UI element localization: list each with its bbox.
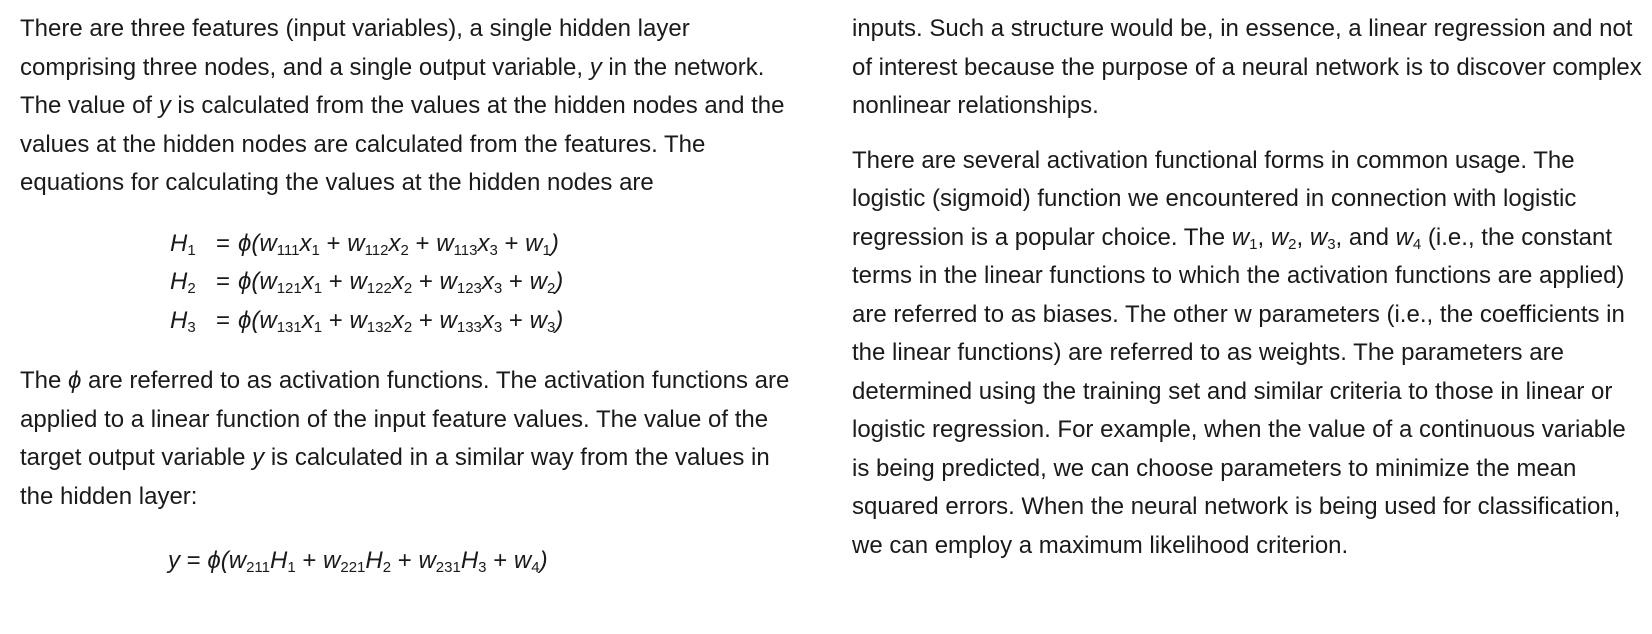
equals-sign: = — [215, 229, 230, 257]
equals-sign: = — [215, 306, 230, 334]
left-column — [20, 10, 800, 581]
left-paragraph-2: The ϕ are referred to as activation functions. The activation functions are applied to a linear function of the input feature values. The value of the target output variable y is calculated in a similar way from the values in the hidden layer: — [20, 367, 790, 510]
equation-row — [170, 302, 800, 341]
equation-row — [170, 225, 800, 264]
equation-rhs: $\phi(w_{121}x_1 + w_{122}x_2 + w_{123}x_3 + w_2)$ — [238, 268, 564, 297]
equation-lhs: $H_2$ — [170, 268, 196, 297]
equals-sign: = — [215, 268, 230, 295]
equation-lhs: $H_3$ — [170, 306, 196, 336]
right-paragraph-2: There are several activation functional forms in common usage. The logistic (sigmoid) function we encountered in connection with logistic regression is a popular choice. The $w_1$, $w_2$, $w_3$, and $w_4$ (i.e., the constant terms in the linear functions to which the activation functions are applied) are referred to as biases. The other w parameters (i.e., the coefficients in the linear functions) are referred to as weights. The parameters are determined using the training set and similar criteria to those in linear or logistic regression. For example, when the value of a continuous variable is being predicted, we can choose parameters to minimize the mean squared errors. When the neural network is being used for classification, we can employ a maximum likelihood criterion. — [852, 146, 1626, 559]
right-column — [852, 10, 1642, 565]
output-equation: $y = \phi(w_{211}H_1 + w_{221}H_2 + w_{231}H_3 + w_4)$ — [168, 547, 548, 576]
hidden-node-equations — [20, 225, 800, 341]
equation-rhs: $\phi(w_{111}x_1 + w_{112}x_2 + w_{113}x_3 + w_1)$ — [238, 229, 559, 259]
equation-row — [170, 263, 800, 302]
left-paragraph-1: There are three features (input variables), a single hidden layer comprising three nodes, and a single output variable, y in the network. The value of y is calculated from the values at the hidden nodes and the values at the hidden nodes are calculated from the features. The equations for calculating the values at the hidden nodes are — [20, 15, 785, 196]
right-paragraph-1: inputs. Such a structure would be, in essence, a linear regression and not of interest because the purpose of a neural network is to discover complex nonlinear relationships. — [852, 15, 1642, 119]
equation-lhs: $H_1$ — [170, 229, 196, 259]
equation-rhs: $\phi(w_{131}x_1 + w_{132}x_2 + w_{133}x_3 + w_3)$ — [238, 306, 564, 336]
